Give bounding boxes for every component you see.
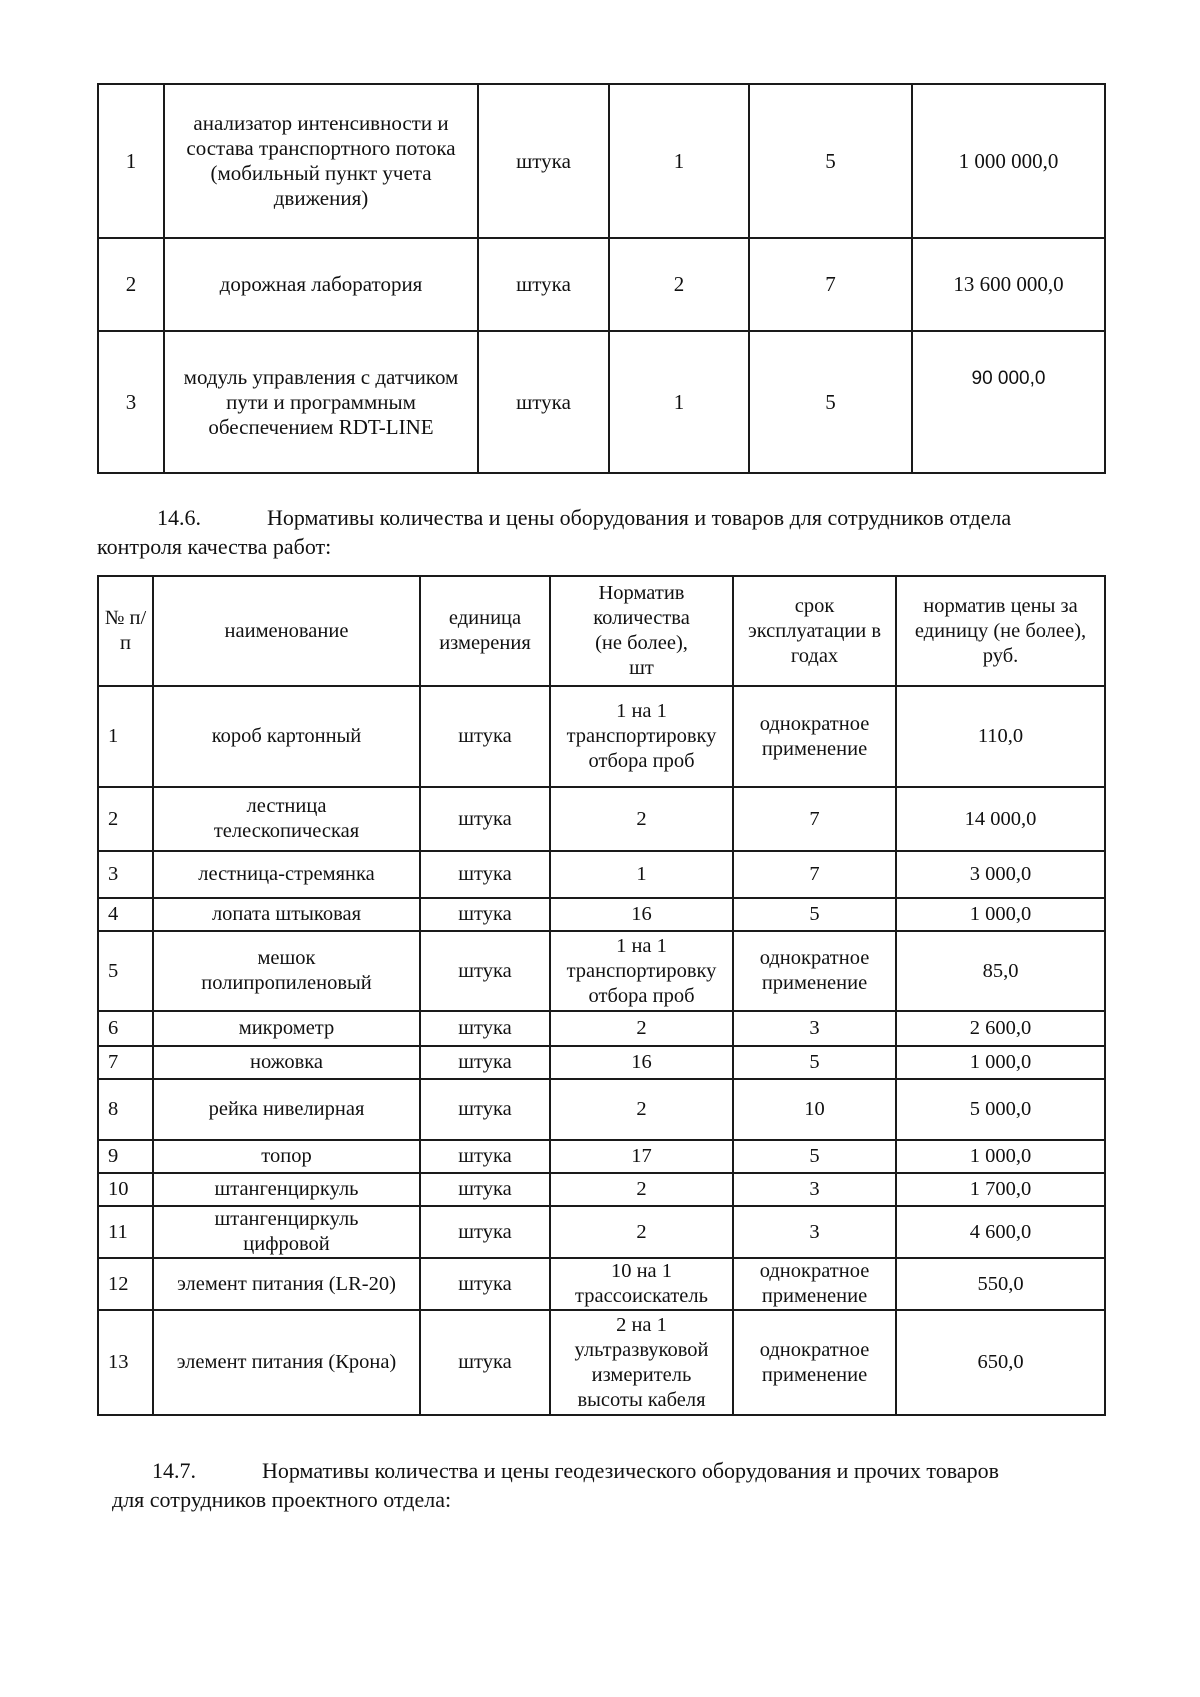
item-price: 85,0 — [896, 931, 1105, 1011]
header-number: № п/п — [98, 576, 153, 686]
item-unit: штука — [420, 898, 550, 931]
row-number: 7 — [98, 1046, 153, 1079]
quality-control-equipment-table — [97, 575, 1106, 1416]
item-quantity: 1 — [609, 84, 749, 238]
item-term: 7 — [749, 238, 912, 331]
section-14-7-paragraph — [112, 1456, 1112, 1514]
item-name: рейка нивелирная — [153, 1079, 420, 1140]
item-price: 1 000,0 — [896, 898, 1105, 931]
item-name: лопата штыковая — [153, 898, 420, 931]
item-name: анализатор интенсивности и состава транспортного потока (мобильный пункт учета движения) — [164, 84, 478, 238]
item-unit: штука — [420, 686, 550, 787]
item-term: 3 — [733, 1011, 896, 1046]
section-number: 14.7. — [152, 1458, 196, 1483]
table-row — [98, 1079, 1105, 1140]
item-price: 3 000,0 — [896, 851, 1105, 898]
header-unit: единица измерения — [420, 576, 550, 686]
item-term: 3 — [733, 1206, 896, 1258]
item-price: 550,0 — [896, 1258, 1105, 1310]
item-quantity: 1 на 1 транспортировку отбора проб — [550, 686, 733, 787]
table-row — [98, 686, 1105, 787]
item-quantity: 2 — [550, 1011, 733, 1046]
item-term: 3 — [733, 1173, 896, 1206]
section-14-6-paragraph — [97, 503, 1107, 561]
section-text-continued: контроля качества работ: — [97, 534, 332, 559]
item-quantity: 2 на 1 ультразвуковой измеритель высоты кабеля — [550, 1310, 733, 1415]
item-quantity: 2 — [550, 1206, 733, 1258]
item-unit: штука — [420, 1140, 550, 1173]
table-row — [98, 238, 1105, 331]
row-number: 5 — [98, 931, 153, 1011]
header-term: срок эксплуатации в годах — [733, 576, 896, 686]
item-quantity: 17 — [550, 1140, 733, 1173]
table-row — [98, 331, 1105, 473]
table-row — [98, 787, 1105, 851]
item-term: однократное применение — [733, 686, 896, 787]
section-text-continued: для сотрудников проектного отдела: — [112, 1487, 452, 1512]
item-quantity: 1 — [609, 331, 749, 473]
row-number: 6 — [98, 1011, 153, 1046]
item-name: лестница-стремянка — [153, 851, 420, 898]
table-header-row — [98, 576, 1105, 686]
item-price: 1 000,0 — [896, 1046, 1105, 1079]
row-number: 12 — [98, 1258, 153, 1310]
item-unit: штука — [420, 851, 550, 898]
item-unit: штука — [420, 1046, 550, 1079]
item-unit: штука — [420, 1079, 550, 1140]
row-number: 8 — [98, 1079, 153, 1140]
section-number: 14.6. — [157, 505, 201, 530]
item-term: 7 — [733, 787, 896, 851]
item-name: штангенциркуль — [153, 1173, 420, 1206]
item-term: 5 — [733, 1140, 896, 1173]
table-row — [98, 898, 1105, 931]
item-unit: штука — [420, 1011, 550, 1046]
item-name: ножовка — [153, 1046, 420, 1079]
item-unit: штука — [420, 1206, 550, 1258]
equipment-table-continued — [97, 83, 1106, 474]
row-number: 2 — [98, 787, 153, 851]
table-row — [98, 851, 1105, 898]
item-name: модуль управления с датчиком пути и программным обеспечением RDT-LINE — [164, 331, 478, 473]
table-row — [98, 1310, 1105, 1415]
item-name: штангенциркуль цифровой — [153, 1206, 420, 1258]
row-number: 2 — [98, 238, 164, 331]
item-quantity: 2 — [550, 787, 733, 851]
header-quantity: Норматив количества (не более), шт — [550, 576, 733, 686]
item-quantity: 16 — [550, 898, 733, 931]
table-row — [98, 1046, 1105, 1079]
table-row — [98, 1011, 1105, 1046]
item-price: 650,0 — [896, 1310, 1105, 1415]
item-unit: штука — [420, 1173, 550, 1206]
row-number: 3 — [98, 851, 153, 898]
item-quantity: 1 — [550, 851, 733, 898]
header-price: норматив цены за единицу (не более), руб. — [896, 576, 1105, 686]
item-term: однократное применение — [733, 931, 896, 1011]
row-number: 11 — [98, 1206, 153, 1258]
section-text: Нормативы количества и цены геодезического оборудования и прочих товаров — [262, 1458, 999, 1483]
item-price: 4 600,0 — [896, 1206, 1105, 1258]
item-term: 5 — [733, 1046, 896, 1079]
item-price: 1 700,0 — [896, 1173, 1105, 1206]
row-number: 10 — [98, 1173, 153, 1206]
table-row — [98, 1206, 1105, 1258]
item-term: однократное применение — [733, 1258, 896, 1310]
item-unit: штука — [478, 84, 609, 238]
item-term: 5 — [733, 898, 896, 931]
item-price: 13 600 000,0 — [912, 238, 1105, 331]
item-name: элемент питания (LR-20) — [153, 1258, 420, 1310]
table-row — [98, 1173, 1105, 1206]
item-price: 2 600,0 — [896, 1011, 1105, 1046]
item-price: 90 000,0 — [912, 331, 1105, 473]
item-quantity: 1 на 1 транспортировку отбора проб — [550, 931, 733, 1011]
item-name: мешок полипропиленовый — [153, 931, 420, 1011]
item-unit: штука — [420, 931, 550, 1011]
item-price: 110,0 — [896, 686, 1105, 787]
row-number: 1 — [98, 84, 164, 238]
item-term: 7 — [733, 851, 896, 898]
row-number: 1 — [98, 686, 153, 787]
header-name: наименование — [153, 576, 420, 686]
row-number: 4 — [98, 898, 153, 931]
item-unit: штука — [420, 1258, 550, 1310]
item-name: микрометр — [153, 1011, 420, 1046]
item-name: лестница телескопическая — [153, 787, 420, 851]
section-text: Нормативы количества и цены оборудования и товаров для сотрудников отдела — [267, 505, 1012, 530]
item-unit: штука — [478, 331, 609, 473]
item-quantity: 16 — [550, 1046, 733, 1079]
table-row — [98, 1140, 1105, 1173]
item-price: 1 000 000,0 — [912, 84, 1105, 238]
item-name: короб картонный — [153, 686, 420, 787]
table-row — [98, 84, 1105, 238]
item-term: 5 — [749, 84, 912, 238]
table-row — [98, 931, 1105, 1011]
item-unit: штука — [420, 1310, 550, 1415]
item-price: 14 000,0 — [896, 787, 1105, 851]
item-name: топор — [153, 1140, 420, 1173]
item-price: 5 000,0 — [896, 1079, 1105, 1140]
item-unit: штука — [478, 238, 609, 331]
item-price: 1 000,0 — [896, 1140, 1105, 1173]
row-number: 3 — [98, 331, 164, 473]
item-quantity: 2 — [609, 238, 749, 331]
item-name: элемент питания (Крона) — [153, 1310, 420, 1415]
item-quantity: 10 на 1 трассоискатель — [550, 1258, 733, 1310]
item-term: однократное применение — [733, 1310, 896, 1415]
table-row — [98, 1258, 1105, 1310]
item-quantity: 2 — [550, 1173, 733, 1206]
item-quantity: 2 — [550, 1079, 733, 1140]
row-number: 9 — [98, 1140, 153, 1173]
item-name: дорожная лаборатория — [164, 238, 478, 331]
item-unit: штука — [420, 787, 550, 851]
row-number: 13 — [98, 1310, 153, 1415]
item-term: 5 — [749, 331, 912, 473]
item-term: 10 — [733, 1079, 896, 1140]
